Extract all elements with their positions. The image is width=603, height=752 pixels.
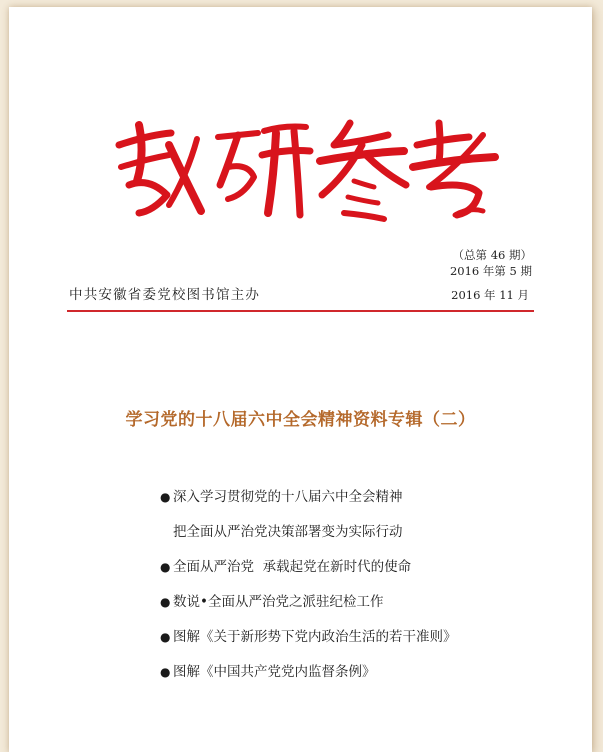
special-issue-headline: 学习党的十八届六中全会精神资料专辑（二）: [125, 410, 476, 430]
bullet-icon: ●: [160, 665, 171, 679]
toc-item-text: 把全面从严治党决策部署变为实际行动: [173, 524, 403, 540]
toc-item: [160, 590, 457, 625]
masthead-logo: [109, 115, 499, 225]
bullet-icon: ●: [160, 490, 171, 504]
logo-char-yan: [218, 127, 310, 216]
logo-char-can: [320, 123, 406, 219]
bullet-icon: ●: [160, 630, 171, 644]
toc-item: [160, 520, 457, 555]
toc-item: [160, 625, 457, 660]
table-of-contents: [160, 485, 457, 695]
toc-item: [160, 555, 457, 590]
toc-item-text: 图解《中国共产党党内监督条例》: [173, 664, 376, 680]
toc-item-text: 图解《关于新形势下党内政治生活的若干准则》: [173, 629, 457, 645]
calligraphy-title-logo: [109, 115, 499, 225]
issue-year-number: 2016 年第 5 期: [449, 264, 532, 278]
toc-item-text: 数说•全面从严治党之派驻纪检工作: [173, 594, 384, 610]
issue-date: 2016 年 11 月: [451, 288, 529, 302]
logo-char-jiao: [119, 125, 201, 213]
document-page: [9, 7, 592, 752]
logo-char-kao: [413, 123, 495, 215]
toc-item: [160, 660, 457, 695]
bullet-icon: ●: [160, 595, 171, 609]
toc-item-text: 全面从严治党 承载起党在新时代的使命: [173, 559, 412, 575]
publisher-sponsor: 中共安徽省委党校图书馆主办: [69, 287, 261, 303]
toc-item: [160, 485, 457, 520]
bullet-icon: ●: [160, 560, 171, 574]
header-divider-rule: [67, 310, 534, 312]
issue-total-number: （总第 46 期）: [452, 248, 532, 262]
toc-item-text: 深入学习贯彻党的十八届六中全会精神: [173, 489, 403, 505]
